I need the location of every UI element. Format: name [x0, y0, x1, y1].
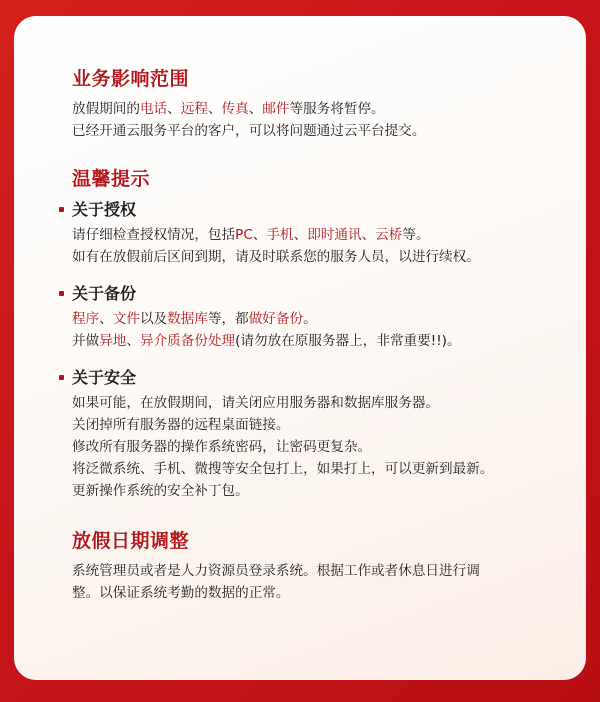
holiday-adjust-line-1: 系统管理员或者是人力资源员登录系统。根据工作或者休息日进行调 [72, 563, 480, 579]
authorization-title: 关于授权 [72, 200, 137, 219]
text-segment: 放假期间的 [72, 101, 140, 117]
security-title: 关于安全 [72, 368, 137, 387]
highlight-pc: PC [235, 227, 253, 243]
highlight-media-backup: 异介质备份处理 [139, 333, 236, 349]
backup-title: 关于备份 [72, 284, 137, 303]
text-segment: 等。 [402, 227, 430, 243]
highlight-database: 数据库 [167, 311, 208, 327]
security-line: 关闭掉所有服务器的远程桌面链接。 [72, 417, 290, 433]
notice-card [14, 16, 586, 680]
business-impact-line-1 [72, 98, 542, 120]
text-segment: 并做 [72, 333, 100, 349]
highlight-cloud-bridge: 云桥 [375, 227, 403, 243]
authorization-block [72, 198, 542, 268]
highlight-fax: 传真 [221, 101, 249, 117]
text-segment: 、 [126, 333, 140, 349]
highlight-mobile: 手机 [266, 227, 294, 243]
text-segment: (请勿放在原服务器上，非常重要!!)。 [235, 333, 461, 349]
security-block [72, 366, 542, 502]
business-impact-title: 业务影响范围 [72, 68, 190, 90]
text-segment: 以及 [139, 311, 168, 327]
holiday-adjust-line-2: 整。以保证系统考勤的数据的正常。 [72, 585, 290, 601]
highlight-backup: 做好备份 [248, 311, 304, 327]
business-impact-line-2: 已经开通云服务平台的客户，可以将问题通过云平台提交。 [72, 123, 426, 139]
tips-title: 温馨提示 [72, 168, 151, 190]
security-line: 修改所有服务器的操作系统密码，让密码更复杂。 [72, 439, 372, 455]
holiday-adjust-title: 放假日期调整 [72, 530, 190, 552]
text-segment: 、 [252, 227, 267, 243]
highlight-offsite: 异地 [99, 333, 127, 349]
text-segment: 。 [303, 311, 317, 327]
highlight-program: 程序 [72, 311, 100, 327]
authorization-line-2: 如有在放假前后区间到期，请及时联系您的服务人员，以进行续权。 [72, 249, 480, 265]
highlight-email: 邮件 [262, 101, 290, 117]
security-line: 更新操作系统的安全补丁包。 [72, 483, 249, 499]
highlight-phone: 电话 [139, 101, 168, 117]
holiday-adjust-section [72, 528, 542, 604]
highlight-im: 即时通讯 [307, 227, 362, 243]
bullet-icon [59, 207, 64, 212]
text-segment: 、 [99, 311, 113, 327]
security-line: 将泛微系统、手机、微搜等安全包打上，如果打上，可以更新到最新。 [72, 461, 494, 477]
text-segment: 、 [167, 101, 181, 117]
highlight-remote: 远程 [180, 101, 208, 117]
backup-line-1 [72, 308, 542, 330]
backup-block [72, 282, 542, 352]
business-impact-section [72, 66, 542, 142]
text-segment: 等服务将暂停。 [289, 101, 385, 117]
backup-line-2 [72, 330, 542, 352]
text-segment: 、 [207, 101, 222, 117]
bullet-icon [59, 375, 64, 380]
highlight-file: 文件 [112, 311, 140, 327]
bullet-icon [59, 291, 64, 296]
text-segment: 请仔细检查授权情况，包括 [72, 227, 236, 243]
authorization-line-1 [72, 224, 542, 246]
security-line: 如果可能，在放假期间，请关闭应用服务器和数据库服务器。 [72, 395, 440, 411]
text-segment: 等，都 [207, 311, 249, 327]
text-segment: 、 [293, 227, 308, 243]
text-segment: 、 [248, 101, 263, 117]
tips-section [72, 166, 542, 502]
text-segment: 、 [361, 227, 376, 243]
